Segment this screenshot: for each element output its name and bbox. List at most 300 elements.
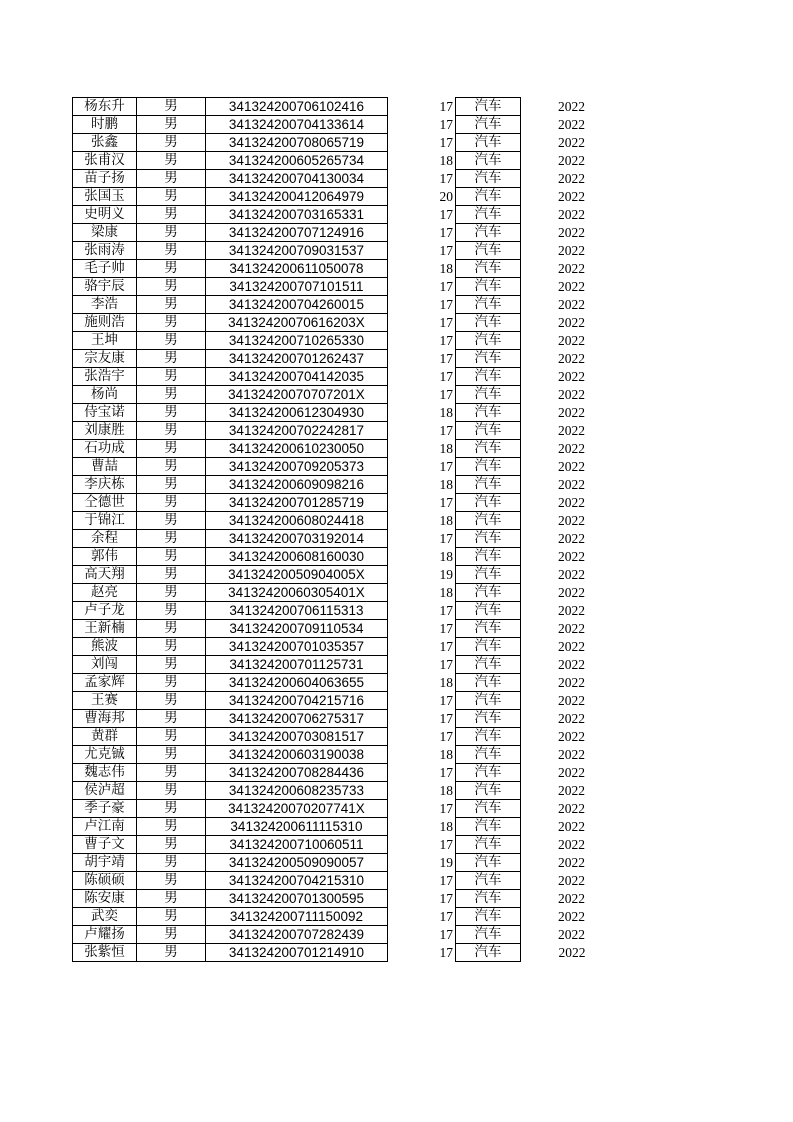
id-number-cell: 341324200709031537 [206,242,388,260]
table-row [73,746,586,764]
age-cell: 18 [436,440,456,458]
name-cell: 卢江南 [73,818,137,836]
table-row [73,638,586,656]
name-cell: 季子豪 [73,800,137,818]
major-cell: 汽车 [456,782,521,800]
spacer-cell [388,98,437,116]
year-cell: 2022 [558,819,585,834]
year-cell: 2022 [558,261,585,276]
table-row [73,926,586,944]
name-cell: 张雨涛 [73,242,137,260]
age-cell: 18 [436,512,456,530]
table-row [73,602,586,620]
table-row [73,818,586,836]
major-cell: 汽车 [456,512,521,530]
table-row [73,530,586,548]
sex-cell: 男 [137,602,206,620]
name-cell: 王坤 [73,332,137,350]
id-number-cell: 341324200609098216 [206,476,388,494]
name-cell: 施则浩 [73,314,137,332]
year-cell: 2022 [558,495,585,510]
spacer-cell [388,296,437,314]
table-row [73,890,586,908]
major-cell: 汽车 [456,818,521,836]
major-cell: 汽车 [456,656,521,674]
spacer-cell [388,548,437,566]
age-cell: 17 [436,368,456,386]
sex-cell: 男 [137,836,206,854]
sex-cell: 男 [137,908,206,926]
major-cell: 汽车 [456,332,521,350]
name-cell: 梁康 [73,224,137,242]
major-cell: 汽车 [456,800,521,818]
major-cell: 汽车 [456,296,521,314]
sex-cell: 男 [137,710,206,728]
name-cell: 张甫汉 [73,152,137,170]
sex-cell: 男 [137,728,206,746]
sex-cell: 男 [137,872,206,890]
major-cell: 汽车 [456,764,521,782]
table-row [73,566,586,584]
year-cell: 2022 [558,225,585,240]
major-cell: 汽车 [456,926,521,944]
age-cell: 17 [436,422,456,440]
age-cell: 18 [436,584,456,602]
id-number-cell: 341324200709205373 [206,458,388,476]
table-row [73,512,586,530]
spacer-cell [388,692,437,710]
name-cell: 孟家辉 [73,674,137,692]
student-table-body [73,98,586,962]
age-cell: 17 [436,620,456,638]
sex-cell: 男 [137,152,206,170]
table-row [73,782,586,800]
id-number-cell: 341324200610230050 [206,440,388,458]
spacer-cell [388,260,437,278]
year-cell: 2022 [558,891,585,906]
age-cell: 17 [436,710,456,728]
id-number-cell: 341324200704260015 [206,296,388,314]
year-cell: 2022 [558,711,585,726]
sex-cell: 男 [137,170,206,188]
major-cell: 汽车 [456,836,521,854]
year-cell: 2022 [558,279,585,294]
major-cell: 汽车 [456,602,521,620]
sex-cell: 男 [137,926,206,944]
sex-cell: 男 [137,620,206,638]
major-cell: 汽车 [456,494,521,512]
year-cell: 2022 [558,189,585,204]
age-cell: 17 [436,242,456,260]
table-row [73,836,586,854]
age-cell: 17 [436,314,456,332]
year-cell: 2022 [558,549,585,564]
age-cell: 17 [436,296,456,314]
year-cell: 2022 [558,675,585,690]
spacer-cell [388,278,437,296]
table-row [73,692,586,710]
id-number-cell: 341324200707124916 [206,224,388,242]
sex-cell: 男 [137,134,206,152]
spacer-cell [388,440,437,458]
year-cell: 2022 [558,243,585,258]
name-cell: 杨东升 [73,98,137,116]
year-cell: 2022 [558,297,585,312]
age-cell: 17 [436,656,456,674]
spacer-cell [388,422,437,440]
year-cell: 2022 [558,801,585,816]
age-cell: 17 [436,908,456,926]
age-cell: 17 [436,890,456,908]
age-cell: 17 [436,332,456,350]
age-cell: 17 [436,458,456,476]
age-cell: 17 [436,206,456,224]
name-cell: 于锦江 [73,512,137,530]
major-cell: 汽车 [456,134,521,152]
age-cell: 17 [436,926,456,944]
age-cell: 18 [436,152,456,170]
name-cell: 李庆栋 [73,476,137,494]
name-cell: 时鹏 [73,116,137,134]
sex-cell: 男 [137,260,206,278]
table-row [73,278,586,296]
year-cell: 2022 [558,747,585,762]
year-cell: 2022 [558,783,585,798]
spacer-cell [388,656,437,674]
age-cell: 17 [436,602,456,620]
sex-cell: 男 [137,404,206,422]
sex-cell: 男 [137,314,206,332]
year-cell: 2022 [558,459,585,474]
id-number-cell: 34132420070207741X [206,800,388,818]
sex-cell: 男 [137,818,206,836]
table-row [73,314,586,332]
spacer-cell [388,206,437,224]
age-cell: 18 [436,476,456,494]
age-cell: 20 [436,188,456,206]
table-row [73,296,586,314]
table-row [73,548,586,566]
year-cell: 2022 [558,441,585,456]
id-number-cell: 341324200703081517 [206,728,388,746]
name-cell: 陈硕硕 [73,872,137,890]
name-cell: 李浩 [73,296,137,314]
age-cell: 17 [436,350,456,368]
table-row [73,800,586,818]
name-cell: 卢子龙 [73,602,137,620]
id-number-cell: 34132420050904005X [206,566,388,584]
year-cell: 2022 [558,423,585,438]
table-row [73,368,586,386]
table-row [73,206,586,224]
id-number-cell: 34132420070707201X [206,386,388,404]
spacer-cell [388,908,437,926]
year-cell: 2022 [558,639,585,654]
name-cell: 曹喆 [73,458,137,476]
year-cell: 2022 [558,333,585,348]
table-row [73,494,586,512]
name-cell: 黄群 [73,728,137,746]
id-number-cell: 341324200708065719 [206,134,388,152]
id-number-cell: 341324200703165331 [206,206,388,224]
id-number-cell: 341324200706115313 [206,602,388,620]
table-row [73,908,586,926]
sex-cell: 男 [137,350,206,368]
spacer-cell [388,224,437,242]
table-row [73,476,586,494]
age-cell: 17 [436,134,456,152]
name-cell: 曹子文 [73,836,137,854]
age-cell: 17 [436,638,456,656]
year-cell: 2022 [558,927,585,942]
table-row [73,116,586,134]
name-cell: 赵亮 [73,584,137,602]
table-row [73,332,586,350]
id-number-cell: 341324200603190038 [206,746,388,764]
major-cell: 汽车 [456,224,521,242]
spacer-cell [388,242,437,260]
sex-cell: 男 [137,764,206,782]
age-cell: 17 [436,224,456,242]
name-cell: 卢耀扬 [73,926,137,944]
sex-cell: 男 [137,206,206,224]
year-cell: 2022 [558,873,585,888]
sex-cell: 男 [137,746,206,764]
major-cell: 汽车 [456,206,521,224]
sex-cell: 男 [137,656,206,674]
name-cell: 魏志伟 [73,764,137,782]
spacer-cell [388,134,437,152]
age-cell: 19 [436,566,456,584]
major-cell: 汽车 [456,260,521,278]
sex-cell: 男 [137,530,206,548]
year-cell: 2022 [558,657,585,672]
spacer-cell [388,386,437,404]
year-cell: 2022 [558,207,585,222]
name-cell: 武奕 [73,908,137,926]
id-number-cell: 341324200704142035 [206,368,388,386]
table-row [73,242,586,260]
table-row [73,728,586,746]
id-number-cell: 341324200710060511 [206,836,388,854]
id-number-cell: 341324200707101511 [206,278,388,296]
name-cell: 侍宝诺 [73,404,137,422]
table-row [73,422,586,440]
major-cell: 汽车 [456,908,521,926]
name-cell: 张紫恒 [73,944,137,962]
major-cell: 汽车 [456,854,521,872]
name-cell: 史明义 [73,206,137,224]
major-cell: 汽车 [456,710,521,728]
year-cell: 2022 [558,351,585,366]
spacer-cell [388,818,437,836]
spacer-cell [388,116,437,134]
year-cell: 2022 [558,369,585,384]
major-cell: 汽车 [456,368,521,386]
age-cell: 17 [436,764,456,782]
age-cell: 17 [436,530,456,548]
spacer-cell [388,602,437,620]
spacer-cell [388,800,437,818]
sex-cell: 男 [137,584,206,602]
spacer-cell [388,188,437,206]
id-number-cell: 341324200701262437 [206,350,388,368]
table-row [73,674,586,692]
id-number-cell: 341324200608024418 [206,512,388,530]
major-cell: 汽车 [456,350,521,368]
spacer-cell [388,350,437,368]
sex-cell: 男 [137,368,206,386]
major-cell: 汽车 [456,872,521,890]
id-number-cell: 341324200706102416 [206,98,388,116]
age-cell: 17 [436,872,456,890]
name-cell: 胡宇靖 [73,854,137,872]
age-cell: 17 [436,836,456,854]
spacer-cell [388,620,437,638]
major-cell: 汽车 [456,152,521,170]
sex-cell: 男 [137,692,206,710]
age-cell: 17 [436,98,456,116]
age-cell: 18 [436,674,456,692]
spacer-cell [388,926,437,944]
sex-cell: 男 [137,296,206,314]
id-number-cell: 341324200612304930 [206,404,388,422]
year-cell: 2022 [558,135,585,150]
spacer-cell [388,476,437,494]
sex-cell: 男 [137,224,206,242]
table-row [73,134,586,152]
name-cell: 余程 [73,530,137,548]
spacer-cell [388,530,437,548]
major-cell: 汽车 [456,692,521,710]
id-number-cell: 341324200611115310 [206,818,388,836]
table-row [73,404,586,422]
sex-cell: 男 [137,98,206,116]
id-number-cell: 34132420070616203X [206,314,388,332]
spacer-cell [388,404,437,422]
spacer-cell [388,458,437,476]
id-number-cell: 34132420060305401X [206,584,388,602]
year-cell: 2022 [558,99,585,114]
spacer-cell [388,332,437,350]
name-cell: 张国玉 [73,188,137,206]
table-row [73,170,586,188]
age-cell: 17 [436,170,456,188]
id-number-cell: 341324200702242817 [206,422,388,440]
year-cell: 2022 [558,603,585,618]
sex-cell: 男 [137,332,206,350]
major-cell: 汽车 [456,620,521,638]
id-number-cell: 341324200704130034 [206,170,388,188]
id-number-cell: 341324200704215716 [206,692,388,710]
id-number-cell: 341324200509090057 [206,854,388,872]
year-cell: 2022 [558,153,585,168]
major-cell: 汽车 [456,944,521,962]
name-cell: 尤克铖 [73,746,137,764]
major-cell: 汽车 [456,746,521,764]
age-cell: 18 [436,260,456,278]
spacer-cell [388,170,437,188]
id-number-cell: 341324200704215310 [206,872,388,890]
name-cell: 杨尚 [73,386,137,404]
name-cell: 骆宇辰 [73,278,137,296]
id-number-cell: 341324200608235733 [206,782,388,800]
spacer-cell [388,368,437,386]
table-row [73,350,586,368]
age-cell: 17 [436,800,456,818]
id-number-cell: 341324200701125731 [206,656,388,674]
age-cell: 17 [436,728,456,746]
major-cell: 汽车 [456,278,521,296]
sex-cell: 男 [137,782,206,800]
age-cell: 17 [436,386,456,404]
id-number-cell: 341324200711150092 [206,908,388,926]
id-number-cell: 341324200706275317 [206,710,388,728]
year-cell: 2022 [558,855,585,870]
id-number-cell: 341324200611050078 [206,260,388,278]
sex-cell: 男 [137,278,206,296]
spacer-cell [388,746,437,764]
major-cell: 汽车 [456,116,521,134]
id-number-cell: 341324200710265330 [206,332,388,350]
table-row [73,584,586,602]
student-table [72,97,586,962]
spacer-cell [388,782,437,800]
age-cell: 17 [436,116,456,134]
spacer-cell [388,638,437,656]
id-number-cell: 341324200703192014 [206,530,388,548]
sex-cell: 男 [137,566,206,584]
table-row [73,224,586,242]
id-number-cell: 341324200708284436 [206,764,388,782]
table-row [73,764,586,782]
year-cell: 2022 [558,837,585,852]
sex-cell: 男 [137,116,206,134]
name-cell: 刘闯 [73,656,137,674]
sex-cell: 男 [137,800,206,818]
sex-cell: 男 [137,422,206,440]
sex-cell: 男 [137,440,206,458]
id-number-cell: 341324200701285719 [206,494,388,512]
sex-cell: 男 [137,890,206,908]
table-row [73,872,586,890]
spacer-cell [388,152,437,170]
major-cell: 汽车 [456,530,521,548]
sex-cell: 男 [137,548,206,566]
age-cell: 19 [436,854,456,872]
age-cell: 17 [436,692,456,710]
sex-cell: 男 [137,386,206,404]
table-row [73,98,586,116]
name-cell: 毛子帅 [73,260,137,278]
spacer-cell [388,854,437,872]
year-cell: 2022 [558,585,585,600]
spacer-cell [388,314,437,332]
year-cell: 2022 [558,729,585,744]
id-number-cell: 341324200605265734 [206,152,388,170]
age-cell: 17 [436,944,456,962]
id-number-cell: 341324200604063655 [206,674,388,692]
id-number-cell: 341324200704133614 [206,116,388,134]
name-cell: 熊波 [73,638,137,656]
id-number-cell: 341324200701035357 [206,638,388,656]
age-cell: 17 [436,278,456,296]
id-number-cell: 341324200709110534 [206,620,388,638]
sex-cell: 男 [137,188,206,206]
table-row [73,188,586,206]
spacer-cell [388,728,437,746]
table-row [73,260,586,278]
